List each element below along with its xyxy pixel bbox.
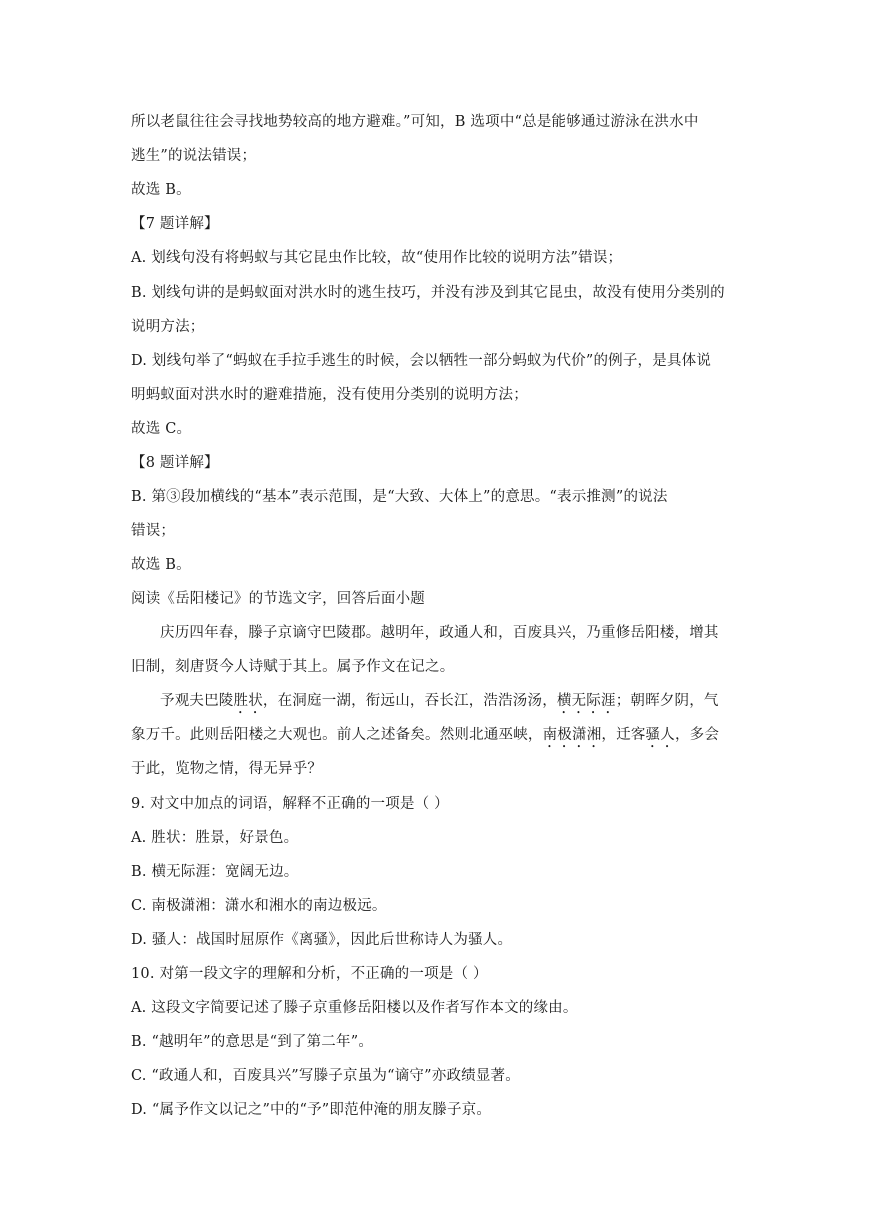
passage-text: ；朝晖夕阴，气 [615, 693, 719, 709]
text-line: 所以老鼠往往会寻找地势较高的地方避难。”可知，B 选项中“总是能够通过游泳在洪水中 [131, 114, 699, 130]
text-line: 故选 B。 [131, 557, 191, 573]
passage-line: 庆历四年春，滕子京谪守巴陵郡。越明年，政通人和，百废具兴，乃重修岳阳楼，增其 [160, 625, 719, 641]
text-line: 说明方法； [131, 319, 205, 335]
text-line: B. 第③段加横线的“基本”表示范围，是“大致、大体上”的意思。“表示推测”的说法 [131, 489, 668, 505]
text-line: B. 划线句讲的是蚂蚁面对洪水时的逃生技巧，并没有涉及到其它昆虫，故没有使用分类别的 [131, 285, 725, 301]
question-9-stem: 9. 对文中加点的词语，解释不正确的一项是（ ） [131, 796, 449, 812]
dotted-word-hengwujiya: 横无际涯 [556, 693, 616, 709]
question-9-option-a: A. 胜状：胜景，好景色。 [131, 830, 299, 846]
question-10-stem: 10. 对第一段文字的理解和分析，不正确的一项是（ ） [131, 966, 488, 982]
section-heading-q8: 【8 题详解】 [131, 455, 219, 471]
passage-line: 旧制，刻唐贤今人诗赋于其上。属予作文在记之。 [131, 659, 455, 675]
question-10-option-a: A. 这段文字简要记述了滕子京重修岳阳楼以及作者写作本文的缘由。 [131, 1000, 578, 1016]
text-line: D. 划线句举了“蚂蚁在手拉手逃生的时候，会以牺牲一部分蚂蚁为代价”的例子，是具体说 [131, 353, 712, 369]
passage-line [160, 691, 770, 717]
question-10-option-c: C. “政通人和，百废具兴”写滕子京虽为“谪守”亦政绩显著。 [131, 1068, 520, 1084]
passage-text: ，在洞庭一湖，衔远山，吞长江，浩浩汤汤， [262, 693, 557, 709]
dotted-word-nanjixiaoxiang: 南极潇湘 [542, 727, 602, 743]
passage-text: ，多会 [674, 727, 720, 743]
question-10-option-d: D. “属予作文以记之”中的“予”即范仲淹的朋友滕子京。 [131, 1102, 492, 1118]
reading-prompt: 阅读《岳阳楼记》的节选文字，回答后面小题 [131, 591, 425, 607]
passage-text: 予观夫巴陵 [160, 693, 234, 709]
passage-line: 于此，览物之情，得无异乎？ [131, 761, 323, 777]
text-line: 故选 C。 [131, 421, 192, 437]
question-9-option-b: B. 横无际涯：宽阔无边。 [131, 864, 299, 880]
dotted-word-shengzhuang: 胜状 [233, 693, 263, 709]
question-10-option-b: B. “越明年”的意思是“到了第二年”。 [131, 1034, 374, 1050]
question-9-option-c: C. 南极潇湘：潇水和湘水的南边极远。 [131, 898, 387, 914]
section-heading-q7: 【7 题详解】 [131, 216, 219, 232]
passage-line [131, 725, 741, 751]
question-9-option-d: D. 骚人：战国时屈原作《离骚》，因此后世称诗人为骚人。 [131, 932, 513, 948]
passage-text: 象万千。此则岳阳楼之大观也。前人之述备矣。然则北通巫峡， [131, 727, 543, 743]
text-line: 故选 B。 [131, 182, 191, 198]
text-line: 明蚂蚁面对洪水时的避难措施，没有使用分类别的说明方法； [131, 387, 528, 403]
passage-text: ，迁客 [601, 727, 646, 743]
text-line: A. 划线句没有将蚂蚁与其它昆虫作比较，故“使用作比较的说明方法”错误； [131, 250, 623, 266]
text-line: 错误； [131, 523, 176, 539]
text-line: 逃生”的说法错误； [131, 148, 257, 164]
dotted-word-saoren: 骚人 [645, 727, 675, 743]
